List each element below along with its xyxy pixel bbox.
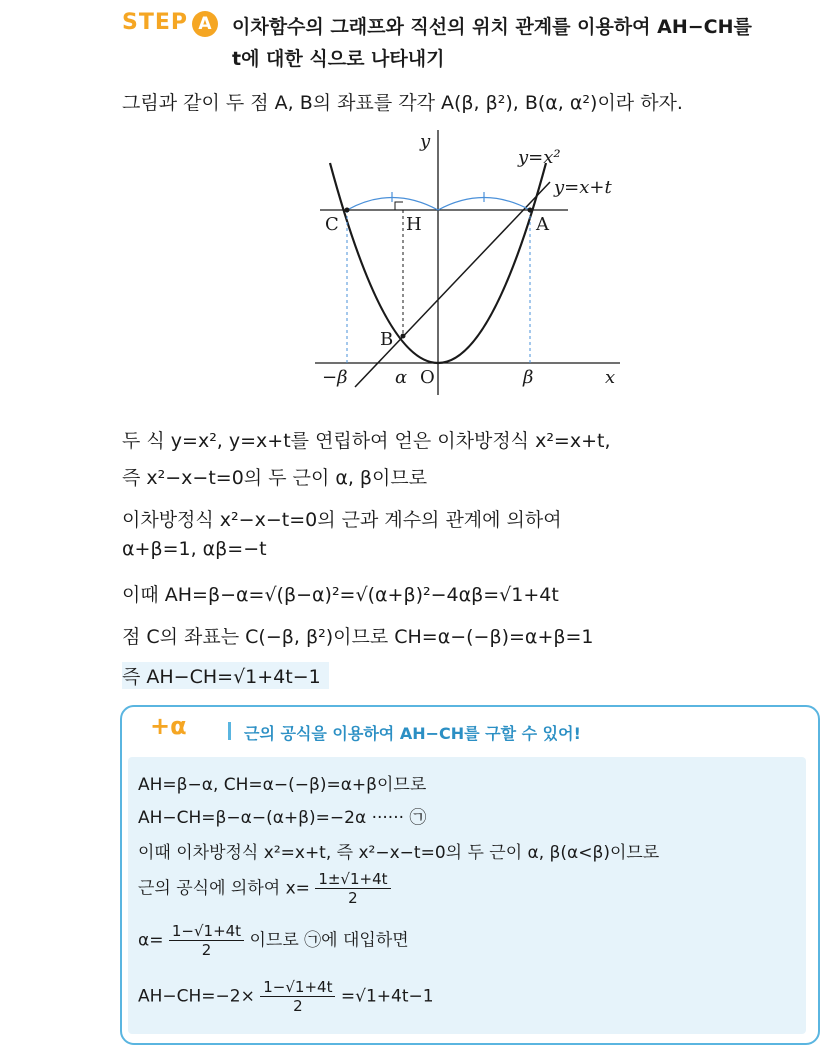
step-title-line1: 이차함수의 그래프와 직선의 위치 관계를 이용하여 AH−CH를: [232, 16, 752, 38]
origin-label: O: [420, 367, 435, 388]
solution-line-6: 점 C의 좌표는 C(−β, β²)이므로 CH=α−(−β)=α+β=1: [122, 626, 594, 648]
tip-badge: +α: [150, 712, 187, 740]
tip-divider: [228, 722, 231, 740]
tip-line-2: AH−CH=β−α−(α+β)=−2α ······ ㉠: [138, 808, 427, 828]
curve-label: y=x²: [518, 147, 561, 168]
y-axis-label: y: [420, 131, 431, 152]
frac-numerator: 1±√1+4t: [315, 870, 390, 889]
point-b-label: B: [380, 329, 394, 350]
solution-line-5: 이때 AH=β−α=√(β−α)²=√(α+β)²−4αβ=√1+4t: [122, 584, 559, 606]
tip-line-6-suffix: =√1+4t−1: [340, 986, 434, 1007]
tip-line-6: [138, 978, 434, 1015]
frac-numerator: 1−√1+4t: [169, 922, 244, 941]
point-c-label: C: [325, 214, 339, 235]
step-badge: A: [192, 11, 218, 37]
parabola-graph: [300, 125, 640, 400]
tip-title: 근의 공식을 이용하여 AH−CH를 구할 수 있어!: [244, 724, 581, 743]
tip-line-3: 이때 이차방정식 x²=x+t, 즉 x²−x−t=0의 두 근이 α, β(α<β)이므로: [138, 843, 660, 863]
intro-text: 그림과 같이 두 점 A, B의 좌표를 각각 A(β, β²), B(α, α²)이라 하자.: [122, 92, 683, 114]
frac-denominator: 2: [348, 889, 358, 907]
line-y-x-plus-t: [355, 182, 550, 387]
alpha-fraction: [169, 922, 244, 959]
point-h-label: H: [406, 214, 422, 235]
step-label: STEP: [122, 10, 189, 35]
tick-beta: β: [523, 367, 534, 388]
solution-line-1: 두 식 y=x², y=x+t를 연립하여 얻은 이차방정식 x²=x+t,: [122, 430, 611, 452]
tip-line-4: [138, 870, 391, 907]
tip-line-5-suffix: 이므로 ㉠에 대입하면: [249, 930, 409, 951]
solution-line-4: α+β=1, αβ=−t: [122, 538, 267, 560]
x-axis-label: x: [605, 367, 616, 388]
tick-alpha: α: [395, 367, 408, 388]
solution-line-3: 이차방정식 x²−x−t=0의 근과 계수의 관계에 의하여: [122, 509, 562, 531]
tip-line-4-prefix: 근의 공식에 의하여 x=: [138, 878, 310, 899]
line-label: y=x+t: [554, 177, 612, 198]
result-fraction: [260, 978, 335, 1015]
tip-line-1: AH=β−α, CH=α−(−β)=α+β이므로: [138, 775, 427, 795]
tip-line-6-prefix: AH−CH=−2×: [138, 986, 255, 1007]
frac-numerator: 1−√1+4t: [260, 978, 335, 997]
quadratic-formula-fraction: [315, 870, 390, 907]
step-header: [122, 10, 218, 37]
tick-neg-beta: −β: [322, 367, 348, 388]
frac-denominator: 2: [293, 997, 303, 1015]
tip-line-5-prefix: α=: [138, 930, 164, 951]
frac-denominator: 2: [201, 941, 212, 959]
point-a-label: A: [536, 214, 549, 235]
step-title-line2: t에 대한 식으로 나타내기: [232, 48, 445, 70]
solution-line-2: 즉 x²−x−t=0의 두 근이 α, β이므로: [122, 467, 428, 489]
solution-line-7: 즉 AH−CH=√1+4t−1: [122, 662, 329, 689]
tip-line-5: [138, 922, 409, 959]
